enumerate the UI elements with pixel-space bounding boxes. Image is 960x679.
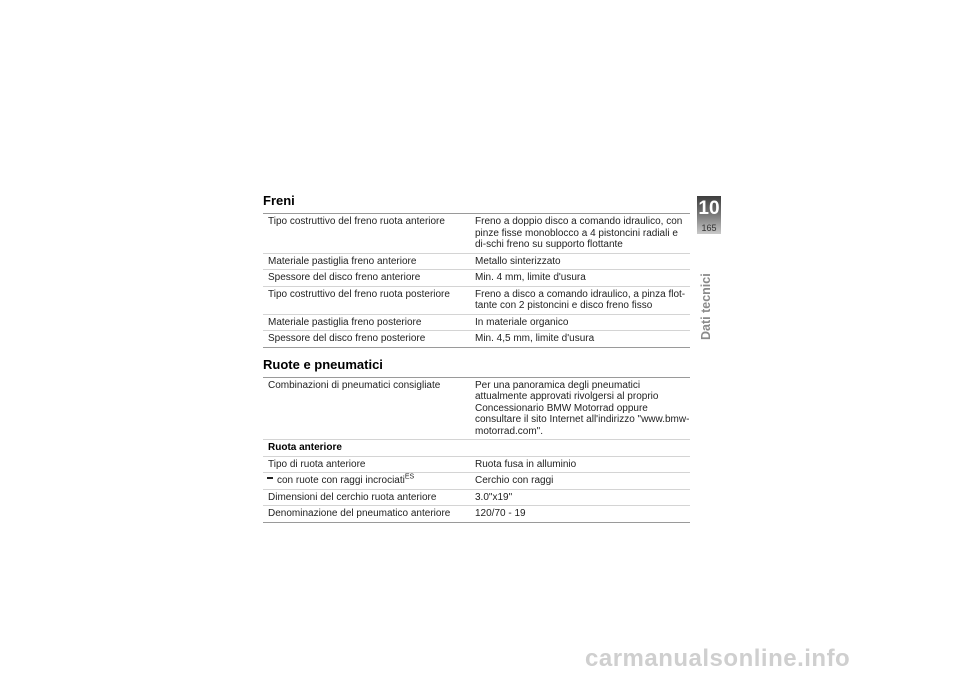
row-value: Per una panoramica degli pneumatici attualmente approvati rivolgersi al proprio Concessionario BMW Motorrad oppure consultare il sito Internet all'indirizzo "www.bmw-motorrad.com".: [475, 379, 690, 437]
wheels-table: [263, 377, 690, 523]
table-row: [263, 214, 690, 254]
section-title-ruote: Ruote e pneumatici: [263, 356, 383, 372]
row-label: Spessore del disco freno anteriore: [268, 272, 421, 283]
table-row: [263, 287, 690, 315]
row-label: Spessore del disco freno posteriore: [268, 333, 426, 344]
row-value: Cerchio con raggi: [475, 475, 554, 486]
chapter-label: Dati tecnici: [699, 273, 713, 340]
section-title-freni: Freni: [263, 193, 295, 208]
row-label: Tipo costruttivo del freno ruota posteriore: [268, 288, 450, 300]
row-label-option: [263, 475, 473, 487]
table-row: [263, 254, 690, 271]
chapter-tab: [697, 196, 721, 234]
row-value: Freno a disco a comando idraulico, a pinza flot-tante con 2 pistoncini e disco freno fisso: [475, 288, 686, 311]
row-value: Metallo sinterizzato: [475, 255, 561, 267]
table-row: [263, 378, 690, 441]
row-value: 120/70 - 19: [475, 508, 526, 519]
row-value: 3.0"x19": [475, 491, 513, 503]
table-row: [263, 270, 690, 287]
page-content: [263, 193, 690, 523]
option-label: con ruote con raggi incrociati: [277, 475, 405, 486]
row-value: Ruota fusa in alluminio: [475, 458, 577, 470]
row-value: Freno a doppio disco a comando idraulico, con pinze fisse monoblocco a 4 pistoncini radiali e di-schi freno su supporto flottante: [475, 216, 683, 250]
row-label: Materiale pastiglia freno posteriore: [268, 316, 422, 328]
row-label: Materiale pastiglia freno anteriore: [268, 255, 417, 267]
option-code: ES: [404, 473, 415, 481]
row-value: In materiale organico: [475, 316, 569, 328]
table-row: [263, 490, 690, 507]
table-row: [263, 473, 690, 490]
row-label: Dimensioni del cerchio ruota anteriore: [268, 491, 437, 503]
subheading-label: Ruota anteriore: [268, 442, 342, 453]
table-row: [263, 331, 690, 348]
page-number: 165: [701, 223, 717, 233]
row-label: Denominazione del pneumatico anteriore: [268, 508, 451, 519]
row-label: Tipo di ruota anteriore: [268, 458, 366, 470]
row-value: Min. 4 mm, limite d'usura: [475, 272, 586, 283]
brakes-table: [263, 213, 690, 348]
watermark: carmanualsonline.info: [585, 645, 851, 672]
row-label: Combinazioni di pneumatici consigliate: [268, 379, 441, 391]
table-row: [263, 506, 690, 523]
table-row: [263, 457, 690, 474]
row-label: Tipo costruttivo del freno ruota anteriore: [268, 216, 445, 227]
dash-icon: [267, 477, 273, 479]
table-row: [263, 315, 690, 332]
row-value: Min. 4,5 mm, limite d'usura: [475, 333, 595, 344]
chapter-number: 10: [698, 198, 720, 219]
table-subheading: [263, 440, 690, 457]
